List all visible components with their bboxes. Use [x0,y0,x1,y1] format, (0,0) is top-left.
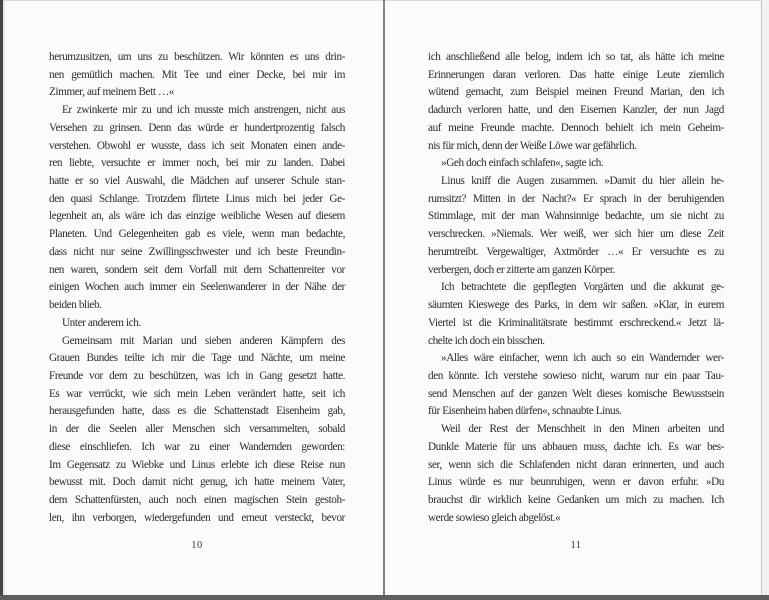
text-line: nen gemütlich machen. Mit Tee und einer Decke, bei mir im [49,68,345,81]
text-line: Gemeinsam mit Marian und sieben anderen Kämpfern des [62,334,345,347]
text-line: den quasi Schlange. Trotzdem flirtete Linus mich bei jeder Ge- [49,192,345,205]
text-line: Erinnerungen daran verloren. Das hatte einige Leute ziemlich [428,68,724,81]
text-line: Zimmer, auf meinem Bett …« [49,86,174,99]
text-line: Im Gegensatz zu Wiebke und Linus erlebte ich diese Reise nun [49,458,345,471]
text-line: »Alles wäre einfacher, wenn ich auch so ein Wandernder wer- [441,352,724,365]
text-line: Es war verrückt, wie sich mein Leben verändert hatte, seit ich [49,387,345,400]
text-line: herausgefunden hatte, dass es die Schattenstadt Eisenheim gab, [49,405,345,418]
text-line: auf meine Freunde machte. Dennoch behielt ich mein Geheim- [428,121,724,134]
scan-edge-right [761,0,762,595]
text-line: ser, wenn sich die Schlafenden nicht daran erinnerten, und auch [428,458,724,471]
text-line: dem Schattenfürsten, auch noch einen magischen Stein gestoh- [49,493,345,506]
text-line: herumtreibt. Vergewaltiger, Axtmörder …« Er versuchte es zu [428,245,724,258]
text-line: einigen Wochen auch immer ein Seelenwanderer in der Nähe der [49,281,345,294]
text-line: ich anschließend alle belog, indem ich so tat, als hätte ich meine [428,51,724,63]
text-line: Viertel ist die Kriminalitätsrate bestimmt erschreckend.« Jetzt lä- [428,316,724,329]
right-page-text [428,49,724,527]
text-line: Linus kniff die Augen zusammen. »Damit du hier allein he- [441,175,724,188]
text-line: Unter anderem ich. [62,316,141,329]
text-line: Stimmlage, mit der man Wahnsinnige bedachte, um sie nicht zu [428,210,724,223]
scan-margin-right [762,0,769,595]
left-page-text [49,49,345,527]
text-line: werde sowieso gleich abgelöst.« [428,511,561,524]
text-line: Er zwinkerte mir zu und ich musste mich anstrengen, nicht aus [62,104,345,117]
scan-edge-left [0,0,3,600]
text-line: chelte ich doch ein bisschen. [428,334,545,347]
text-line: brauchst dir wirklich keine Gedanken um mich zu machen. Ich [428,493,724,506]
text-line: den könnte. Ich verstehe sowieso nicht, warum nur ein paar Tau- [428,369,724,382]
text-line: Versehen zu grinsen. Denn das würde er hundertprozentig falsch [49,121,345,134]
text-line: Linus würde es nur beunruhigen, wenn er davon erfuhr. »Du [428,476,724,489]
scan-edge-top [3,0,769,1]
text-line: len, ihn verborgen, wiedergefunden und erneut versteckt, bevor [49,511,345,524]
text-line: legenheit an, als wäre ich das einzige weibliche Wesen auf diesem [49,210,345,223]
text-line: herumzusitzen, um uns zu beschützen. Wir könnten es uns drin- [49,51,345,63]
text-line: beiden blieb. [49,299,102,312]
text-line: Weil der Rest der Menschheit in den Minen arbeiten und [441,423,724,436]
text-line: hatte er so viel Auswahl, die Mädchen auf unserer Schule stan- [49,175,345,188]
left-page-number: 10 [191,540,203,551]
scan-edge-bottom [0,595,769,600]
text-line: Planeten. Und Gelegenheiten gab es viele, wenn man bedachte, [49,228,345,241]
text-line: Freunde vor dem zu beschützen, was ich in Gang gesetzt hatte. [49,369,345,382]
text-line: dadurch verloren hatte, und den Eisernen Kanzler, der nun Jagd [428,104,724,117]
text-line: Ich betrachtete die gepflegten Vorgärten und die akkurat ge- [441,281,724,294]
text-line: verbergen, doch er zitterte am ganzen Körper. [428,263,615,276]
text-line: in der die Seelen aller Menschen sich versammelten, sobald [49,423,345,436]
text-line: ren liebte, versuchte er immer noch, bei mir zu landen. Dabei [49,157,345,170]
text-line: wütend gemacht, zum Beispiel meinen Freund Marian, den ich [428,86,724,99]
text-line: Dunkle Materie für uns abbauen muss, dachte ich. Es war bes- [428,440,724,453]
text-line: verstehen. Obwohl er wusste, dass ich seit Monaten einen ande- [49,139,345,152]
text-line: »Geh doch einfach schlafen«, sagte ich. [441,157,604,170]
text-line: nen waren, sondern seit dem Vorfall mit dem Schattenreiter vor [49,263,345,276]
page-gutter-divider [383,0,385,595]
text-line: dass nicht nur seine Zwillingsschwester und ich beste Freundin- [49,245,345,258]
text-line: für Eisenheim haben dürfen«, schnaubte Linus. [428,405,622,418]
text-line: diese einschliefen. Ich war zu einer Wandernden geworden: [49,440,345,453]
text-line: säumten Kieswege des Parks, in dem wir saßen. »Klar, in eurem [428,299,724,312]
right-page-number: 11 [570,540,582,551]
text-line: bewusst mit. Doch damit nicht genug, ich hatte meinem Vater, [49,476,345,489]
text-line: Grauen Bundes teilte ich mir die Tage und Nächte, um meine [49,352,345,365]
scan-edge-left-shadow [3,0,5,595]
text-line: rumsitzt? Mitten in der Nacht?« Er sprach in der beruhigenden [428,192,724,205]
text-line: verschrecken. »Niemals. Wer weiß, wer sich hier um diese Zeit [428,228,724,241]
text-line: nis für mich, denn der Weiße Löwe war gefährlich. [428,139,637,152]
text-line: send Menschen auf der ganzen Welt dieses komische Bewusstsein [428,387,724,400]
